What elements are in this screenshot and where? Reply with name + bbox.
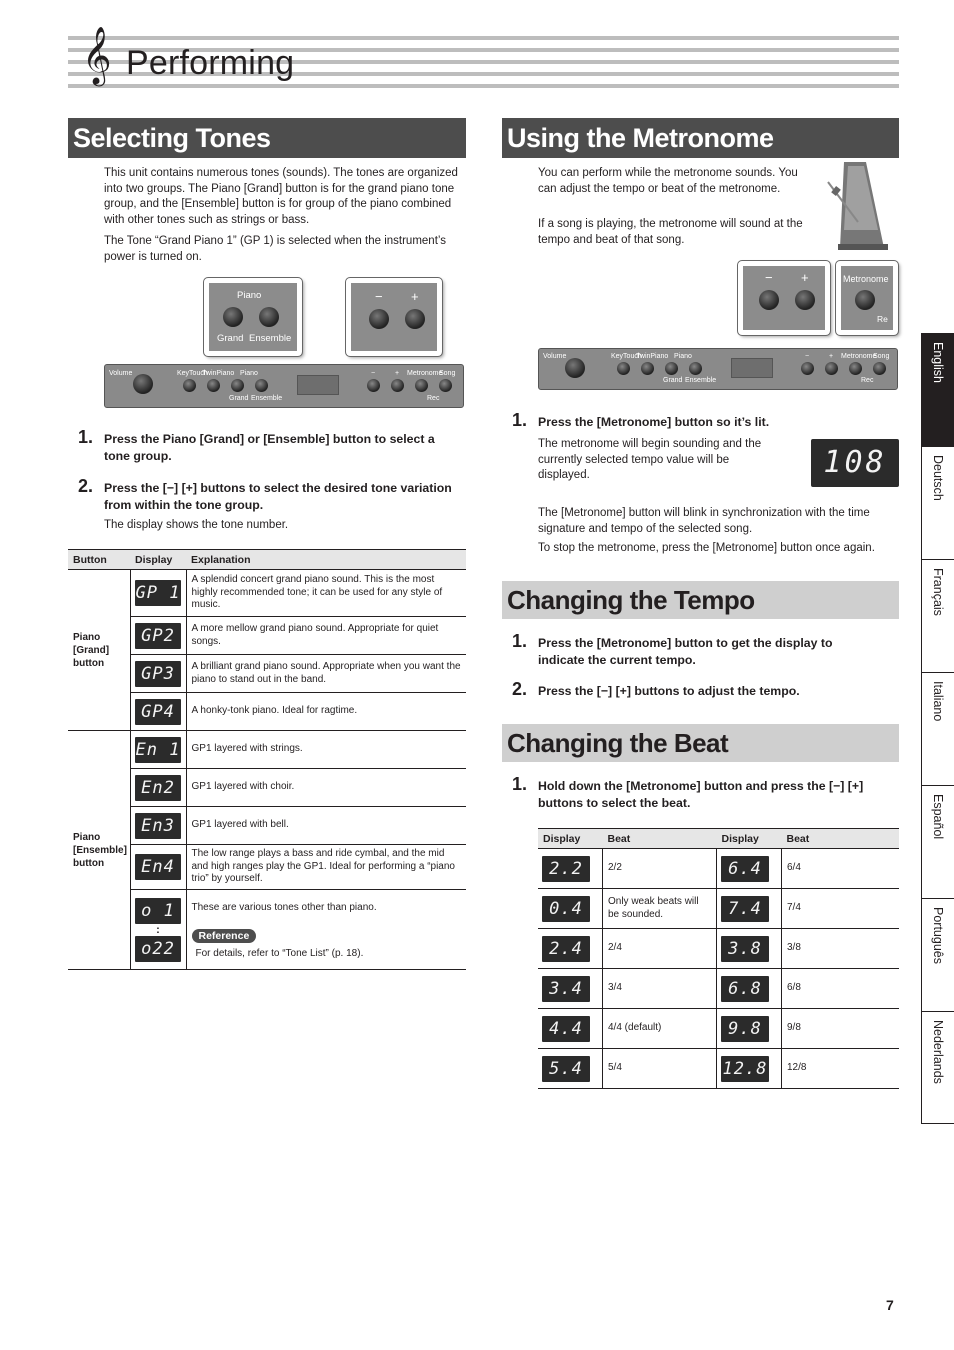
- step-number: 2.: [78, 476, 94, 496]
- metronome-button: [415, 379, 428, 392]
- tempo-step2: Press the [−] [+] buttons to adjust the tempo.: [538, 684, 800, 698]
- callout-metronome-knob: [855, 290, 875, 310]
- col-header: Explanation: [186, 550, 466, 570]
- lcd-display: 2.4: [542, 936, 590, 962]
- callout-ensemble-knob: [259, 307, 279, 327]
- step-number: 1.: [512, 631, 528, 651]
- step-number: 1.: [78, 427, 94, 447]
- step-number: 2.: [512, 679, 528, 699]
- lcd-display: 6.8: [721, 976, 769, 1002]
- language-tab-francais[interactable]: [921, 559, 954, 672]
- reference-text: For details, refer to “Tone List” (p. 18).: [195, 948, 364, 959]
- ensemble-button: [255, 379, 268, 392]
- col-header: Beat: [603, 829, 717, 849]
- language-tab-portugues[interactable]: [921, 898, 954, 1011]
- page-number: 7: [886, 1297, 894, 1313]
- language-tab-italiano[interactable]: [921, 672, 954, 785]
- callout-label-minus: −: [765, 270, 773, 285]
- callout-label-grand: Grand: [217, 333, 244, 344]
- lcd-display: 3.4: [542, 976, 590, 1002]
- grand-button: [665, 362, 678, 375]
- language-tab-espanol[interactable]: [921, 785, 954, 898]
- metronome-note-p1: The [Metronome] button will blink in synchronization with the time signature and tempo of the selected song.: [538, 507, 870, 535]
- panel-label-twinpiano: TwinPiano: [636, 353, 669, 360]
- lcd-display: 3.8: [721, 936, 769, 962]
- section-heading-metronome: Using the Metronome: [502, 118, 899, 158]
- language-tabs: [921, 333, 954, 1124]
- callout-minus-knob: [369, 309, 389, 329]
- callout-plus-knob: [405, 309, 425, 329]
- table-row: [538, 969, 899, 1009]
- col-header: Display: [538, 829, 603, 849]
- reference-badge: Reference: [192, 929, 257, 943]
- tones-intro-p2: The Tone “Grand Piano 1” (GP 1) is selected when the instrument’s power is turned on.: [104, 235, 446, 263]
- tempo-step1: Press the [Metronome] button to get the display to indicate the current tempo.: [538, 636, 833, 667]
- panel-label-volume: Volume: [543, 353, 567, 360]
- tones-step2: Press the [−] [+] buttons to select the desired tone variation from within the tone group.: [104, 481, 452, 512]
- lcd-display: 0.4: [542, 896, 590, 922]
- beat-cell: 12/8: [782, 1049, 900, 1089]
- keytouch-button: [183, 379, 196, 392]
- language-tab-label: Deutsch: [931, 455, 945, 501]
- metronome-button: [849, 362, 862, 375]
- language-tab-english[interactable]: [921, 333, 954, 446]
- panel-label-rec: Rec: [861, 377, 874, 384]
- section-heading-selecting-tones: Selecting Tones: [68, 118, 466, 158]
- metronome-icon: [822, 160, 892, 252]
- beat-cell: 3/4: [603, 969, 717, 1009]
- panel-label-metronome: Metronome: [841, 353, 877, 360]
- beat-cell: 2/4: [603, 929, 717, 969]
- table-row: [538, 889, 899, 929]
- panel-label-volume: Volume: [109, 370, 133, 377]
- minus-button: [367, 379, 380, 392]
- panel-label-ensemble: Ensemble: [251, 395, 283, 402]
- lcd-display: En2: [135, 775, 181, 801]
- panel-label-song: Song: [439, 370, 456, 377]
- callout-plus-knob: [795, 290, 815, 310]
- callout-piano-buttons: [204, 278, 302, 356]
- metronome-intro-p1: You can perform while the metronome sounds. You can adjust the tempo or beat of the metronome.: [538, 167, 798, 195]
- tempo-display: [811, 439, 899, 487]
- callout-label-plus: +: [801, 270, 809, 285]
- col-header: Beat: [782, 829, 900, 849]
- lcd-display: 12.8: [721, 1056, 769, 1082]
- volume-knob: [565, 358, 585, 378]
- beat-cell: 6/8: [782, 969, 900, 1009]
- lcd-display: 7.4: [721, 896, 769, 922]
- tone-table-header: [68, 550, 466, 570]
- panel-label-plus: +: [395, 370, 400, 377]
- explanation-cell: A honky-tonk piano. Ideal for ragtime.: [186, 693, 466, 731]
- table-row: [68, 731, 466, 769]
- table-row: [538, 1009, 899, 1049]
- col-header: Button: [68, 550, 130, 570]
- ensemble-button: [689, 362, 702, 375]
- explanation-cell: A brilliant grand piano sound. Appropriate when you want the piano to stand out in the band.: [186, 655, 466, 693]
- grand-button: [231, 379, 244, 392]
- lcd-display: 4.4: [542, 1016, 590, 1042]
- callout-label-plus: +: [411, 289, 419, 304]
- button-cell-grand: Piano [Grand] button: [68, 570, 130, 731]
- callout-minus-plus: [738, 261, 830, 335]
- keytouch-button: [617, 362, 630, 375]
- explanation-cell: The low range plays a bass and ride cymbal, and the mid and high ranges play the GP1. Ideal for performing a “piano trio” by yourself.: [186, 845, 466, 890]
- language-tab-label: Español: [931, 794, 945, 840]
- panel-display: [297, 375, 339, 395]
- section-heading-beat: Changing the Beat: [502, 724, 899, 762]
- tone-table: [68, 549, 466, 970]
- control-panel: [104, 364, 464, 408]
- beat-cell: 9/8: [782, 1009, 900, 1049]
- beat-cell: 7/4: [782, 889, 900, 929]
- language-tab-label: Français: [931, 568, 945, 616]
- beat-cell: 4/4 (default): [603, 1009, 717, 1049]
- panel-label-twinpiano: TwinPiano: [202, 370, 235, 377]
- lcd-display: 2.2: [542, 856, 590, 882]
- explanation-cell: GP1 layered with strings.: [186, 731, 466, 769]
- lcd-display: En4: [135, 854, 181, 880]
- twinpiano-button: [641, 362, 654, 375]
- panel-label-grand: Grand: [663, 377, 683, 384]
- plus-button: [825, 362, 838, 375]
- language-tab-nederlands[interactable]: [921, 1011, 954, 1124]
- panel-label-plus: +: [829, 353, 834, 360]
- tones-step1: Press the Piano [Grand] or [Ensemble] button to select a tone group.: [104, 432, 435, 463]
- metronome-note-p2: To stop the metronome, press the [Metronome] button once again.: [538, 542, 875, 554]
- callout-label-minus: −: [375, 289, 383, 304]
- beat-table: [538, 828, 899, 1089]
- table-row: [538, 849, 899, 889]
- lcd-display: 6.4: [721, 856, 769, 882]
- table-row: [538, 929, 899, 969]
- beat-cell: 6/4: [782, 849, 900, 889]
- explanation-cell: A splendid concert grand piano sound. This is the most highly recommended tone; it can be used for any style of music.: [186, 570, 466, 617]
- callout-metronome-button: [836, 261, 898, 335]
- callout-label-ensemble: Ensemble: [249, 333, 292, 344]
- table-row: [68, 570, 466, 617]
- lcd-display: En3: [135, 813, 181, 839]
- callout-label-metronome: Metronome: [843, 274, 889, 284]
- beat-cell: 2/2: [603, 849, 717, 889]
- song-button: [873, 362, 886, 375]
- col-header: Display: [130, 550, 186, 570]
- volume-knob: [133, 374, 153, 394]
- step-number: 1.: [512, 410, 528, 430]
- panel-label-keytouch: KeyTouch: [611, 353, 642, 360]
- language-tab-label: Nederlands: [931, 1020, 945, 1084]
- panel-label-ensemble: Ensemble: [685, 377, 717, 384]
- beat-table-header: [538, 829, 899, 849]
- lcd-display: o 1: [135, 898, 181, 924]
- lcd-display: GP 1: [135, 580, 181, 606]
- section-heading-tempo: Changing the Tempo: [502, 581, 899, 619]
- panel-label-piano: Piano: [674, 353, 692, 360]
- tempo-value: 108: [823, 445, 887, 480]
- table-row: [538, 1049, 899, 1089]
- lcd-display: GP4: [135, 699, 181, 725]
- plus-button: [391, 379, 404, 392]
- twinpiano-button: [207, 379, 220, 392]
- beat-step1: Hold down the [Metronome] button and press the [−] [+] buttons to select the beat.: [538, 779, 864, 810]
- lcd-display: o22: [135, 936, 181, 962]
- explanation-cell: GP1 layered with choir.: [186, 769, 466, 807]
- song-button: [439, 379, 452, 392]
- tones-step2-note: The display shows the tone number.: [104, 519, 289, 531]
- language-tab-label: English: [931, 342, 945, 383]
- treble-clef-icon: 𝄞: [82, 26, 112, 84]
- lcd-display: 5.4: [542, 1056, 590, 1082]
- panel-label-minus: −: [805, 353, 810, 360]
- beat-cell: 5/4: [603, 1049, 717, 1089]
- control-panel: [538, 348, 898, 390]
- lcd-display: GP2: [135, 623, 181, 649]
- range-separator: :: [156, 923, 160, 936]
- metronome-step1: Press the [Metronome] button so it’s lit.: [538, 415, 770, 429]
- page-title: Performing: [126, 44, 295, 82]
- lcd-display: 9.8: [721, 1016, 769, 1042]
- panel-label-minus: −: [371, 370, 376, 377]
- callout-minus-plus: [346, 278, 442, 356]
- button-cell-ensemble: Piano [Ensemble] button: [68, 731, 130, 970]
- language-tab-label: Português: [931, 907, 945, 964]
- metronome-step1-note: The metronome will begin sounding and the currently selected tempo value will be displayed.: [538, 438, 762, 481]
- callout-label-rec: Re: [877, 314, 888, 324]
- explanation-cell: GP1 layered with bell.: [186, 807, 466, 845]
- lcd-display: GP3: [135, 661, 181, 687]
- callout-grand-knob: [223, 307, 243, 327]
- panel-label-metronome: Metronome: [407, 370, 443, 377]
- panel-display: [731, 358, 773, 378]
- beat-cell: 3/8: [782, 929, 900, 969]
- lcd-display: En 1: [135, 737, 181, 763]
- panel-label-piano: Piano: [240, 370, 258, 377]
- metronome-intro-p2: If a song is playing, the metronome will sound at the tempo and beat of that song.: [538, 218, 803, 246]
- step-number: 1.: [512, 774, 528, 794]
- explanation-cell: A more mellow grand piano sound. Appropriate for quiet songs.: [186, 617, 466, 655]
- language-tab-deutsch[interactable]: [921, 446, 954, 559]
- tones-intro-p1: This unit contains numerous tones (sounds). The tones are organized into two groups. The Piano [Grand] button is for the grand piano tone group, and the [Ensemble] button is for group of the piano combined with other tones such as strings or bass.: [104, 167, 458, 226]
- explanation-cell: These are various tones other than piano.: [191, 902, 377, 913]
- panel-label-keytouch: KeyTouch: [177, 370, 208, 377]
- panel-label-grand: Grand: [229, 395, 249, 402]
- panel-label-rec: Rec: [427, 395, 440, 402]
- col-header: Display: [717, 829, 782, 849]
- callout-label-piano: Piano: [237, 290, 262, 301]
- minus-button: [801, 362, 814, 375]
- beat-cell: Only weak beats will be sounded.: [603, 889, 717, 929]
- panel-label-song: Song: [873, 353, 890, 360]
- callout-minus-knob: [759, 290, 779, 310]
- language-tab-label: Italiano: [931, 681, 945, 722]
